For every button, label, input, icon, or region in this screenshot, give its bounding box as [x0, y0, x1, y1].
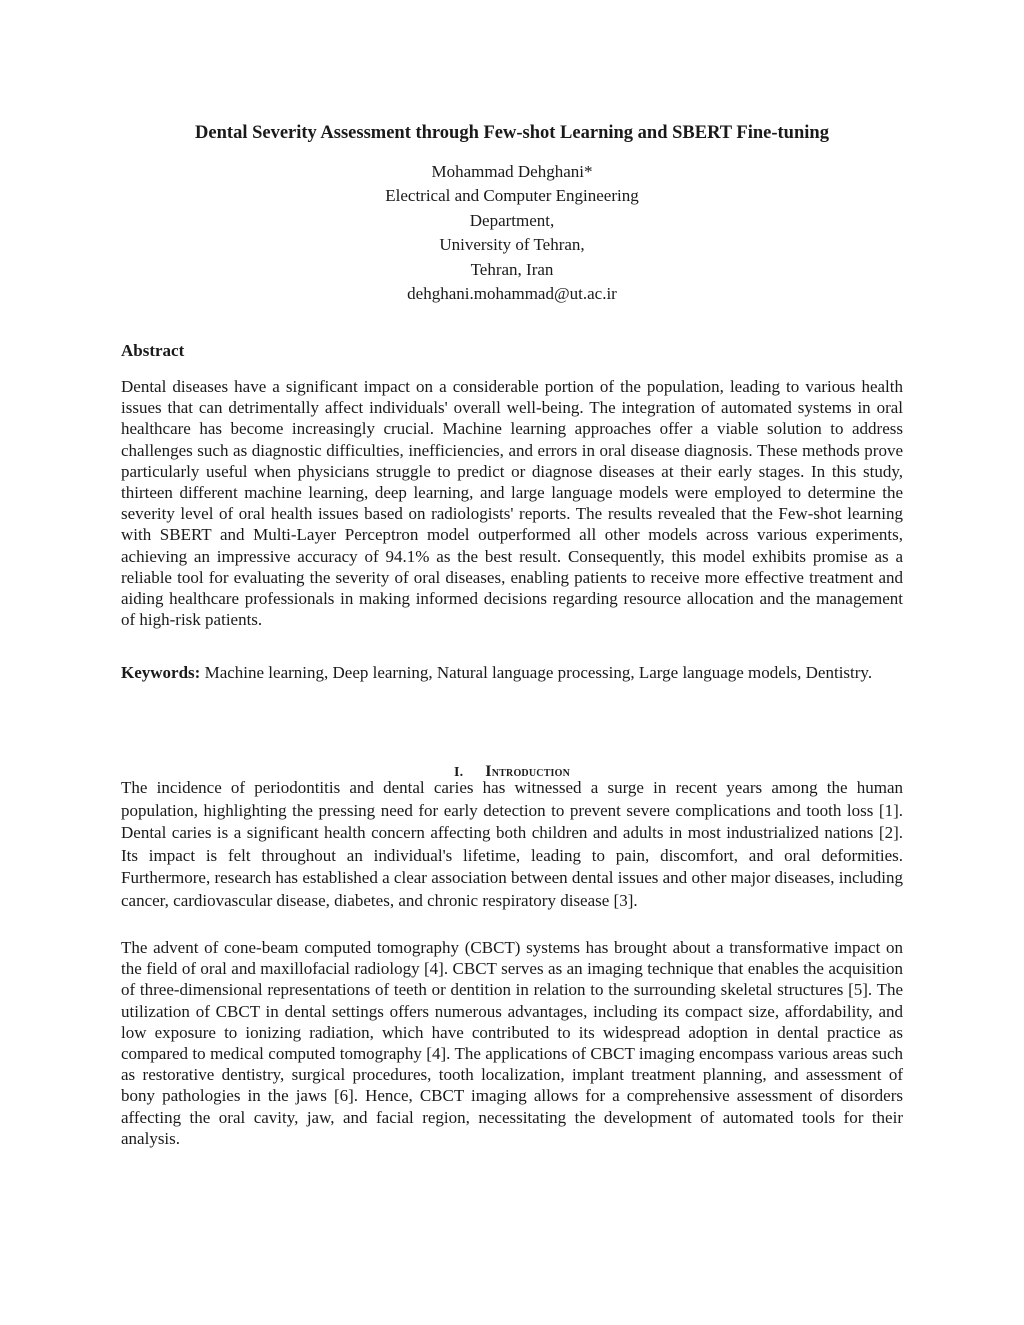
- section-number: I.: [453, 764, 464, 780]
- author-affiliation-line: Electrical and Computer Engineering: [385, 186, 639, 206]
- keywords-label: Keywords:: [121, 663, 201, 682]
- keywords-paragraph: [121, 662, 903, 683]
- author-affiliation-line: Tehran, Iran: [470, 259, 554, 279]
- body-paragraph: The advent of cone-beam computed tomography (CBCT) systems has brought about a transformative impact on the field of oral and maxillofacial radiology [4]. CBCT serves as an imaging technique that enables the acquisition of three-dimensional representations of teeth or dentition in relation to the surrounding skeletal structures [5]. The utilization of CBCT in dental settings offers numerous advantages, including its compact size, affordability, and low exposure to ionizing radiation, which have contributed to its widespread adoption in dental practice as compared to medical computed tomography [4]. The applications of CBCT imaging encompass various areas such as restorative dentistry, surgical procedures, tooth localization, implant treatment planning, and assessment of bony pathologies in the jaws [6]. Hence, CBCT imaging allows for a comprehensive assessment of disorders affecting the oral cavity, jaw, and facial region, necessitating the development of automated tools for their analysis.: [121, 938, 903, 1148]
- author-block: [121, 160, 903, 306]
- author-affiliation-line: University of Tehran,: [439, 235, 585, 255]
- author-email: dehghani.mohammad@ut.ac.ir: [407, 284, 617, 304]
- abstract-heading: Abstract: [121, 341, 185, 360]
- section-heading-initial: I: [485, 762, 492, 780]
- author-affiliation-line: Department,: [469, 210, 555, 230]
- section-heading-rest: ntroduction: [491, 764, 571, 780]
- paper-title: Dental Severity Assessment through Few-shot Learning and SBERT Fine-tuning: [195, 123, 829, 143]
- author-name: Mohammad Dehghani*: [431, 162, 593, 181]
- abstract-paragraph: Dental diseases have a significant impact on a considerable portion of the population, leading to various health issues that can detrimentally affect individuals' overall well-being. The integration of automated systems in oral healthcare has become increasingly crucial. Machine learning approaches offer a viable solution to address challenges such as diagnostic difficulties, inefficiencies, and errors in oral disease diagnosis. These methods prove particularly useful when physicians struggle to predict or diagnose diseases at their early stages. In this study, thirteen different machine learning, deep learning, and large language models were employed to determine the severity level of oral health issues based on radiologists' reports. The results revealed that the Few-shot learning with SBERT and Multi-Layer Perceptron model outperformed all other models across various experiments, achieving an impressive accuracy of 94.1% as the best result. Consequently, this model exhibits promise as a reliable tool for evaluating the severity of oral diseases, enabling patients to receive more effective treatment and aiding healthcare professionals in making informed decisions regarding resource allocation and the management of high-risk patients.: [121, 377, 903, 630]
- keywords-text: Machine learning, Deep learning, Natural language processing, Large language models, Dentistry.: [200, 663, 873, 682]
- body-paragraph: The incidence of periodontitis and dental caries has witnessed a surge in recent years among the human population, highlighting the pressing need for early detection to prevent severe complications and tooth loss [1]. Dental caries is a significant health concern affecting both children and adults in most industrialized nations [2]. Its impact is felt throughout an individual's lifetime, leading to pain, discomfort, and oral deformities. Furthermore, research has established a clear association between dental issues and other major diseases, including cancer, cardiovascular disease, diabetes, and chronic respiratory disease [3].: [121, 778, 903, 910]
